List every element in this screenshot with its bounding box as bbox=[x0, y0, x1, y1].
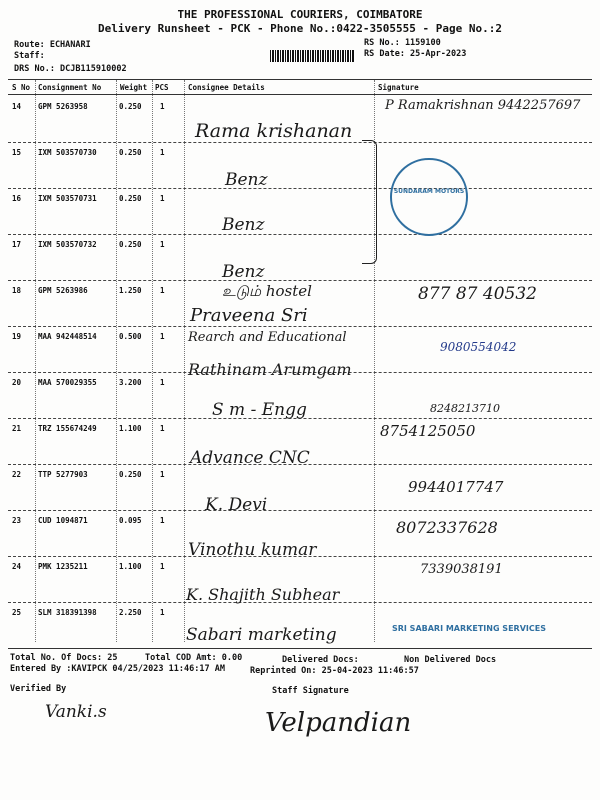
staff-signature: Velpandian bbox=[265, 708, 412, 738]
runsheet-subtitle: Delivery Runsheet - PCK - Phone No.:0422-3505555 - Page No.:2 bbox=[98, 22, 502, 35]
company-title: THE PROFESSIONAL COURIERS, COIMBATORE bbox=[177, 8, 423, 21]
reprinted-on: Reprinted On: 25-04-2023 11:46:57 bbox=[250, 666, 419, 676]
col-signature: Signature bbox=[378, 83, 419, 92]
drs-number: DRS No.: DCJB115910002 bbox=[14, 64, 127, 74]
row-weight: 0.500 bbox=[119, 332, 142, 341]
row-weight: 0.250 bbox=[119, 148, 142, 157]
research-note: Rearch and Educational bbox=[188, 330, 347, 345]
row-consignment: IXM 503570731 bbox=[38, 194, 97, 203]
row-divider bbox=[8, 188, 592, 189]
row-divider bbox=[8, 326, 592, 327]
consignee-hand-20: S m - Engg bbox=[212, 400, 307, 420]
col-weight: Weight bbox=[120, 83, 148, 92]
row-sno: 16 bbox=[12, 194, 22, 203]
row-pcs: 1 bbox=[160, 424, 165, 433]
row-consignment: GPM 5263986 bbox=[38, 286, 88, 295]
col-divider bbox=[184, 80, 185, 642]
row-weight: 0.095 bbox=[119, 516, 142, 525]
rs-date: RS Date: 25-Apr-2023 bbox=[364, 49, 467, 59]
consignee-hand-19: Rathinam Arumgam bbox=[188, 360, 352, 379]
row-weight: 0.250 bbox=[119, 194, 142, 203]
row-sno: 22 bbox=[12, 470, 22, 479]
verified-signature: Vanki.s bbox=[45, 702, 107, 722]
consignee-hand-16: Benz bbox=[222, 215, 265, 235]
header-bottom-rule bbox=[8, 94, 592, 95]
row-consignment: IXM 503570730 bbox=[38, 148, 97, 157]
signature-14: P Ramakrishnan 9442257697 bbox=[385, 98, 581, 113]
consignee-hand-21: Advance CNC bbox=[190, 448, 310, 468]
row-pcs: 1 bbox=[160, 608, 165, 617]
row-weight: 1.250 bbox=[119, 286, 142, 295]
row-consignment: TTP 5277903 bbox=[38, 470, 88, 479]
consignee-hand-24: K. Shajith Subhear bbox=[186, 585, 340, 604]
row-weight: 0.250 bbox=[119, 240, 142, 249]
row-sno: 25 bbox=[12, 608, 22, 617]
row-pcs: 1 bbox=[160, 332, 165, 341]
signature-21: 8754125050 bbox=[380, 422, 476, 440]
row-weight: 3.200 bbox=[119, 378, 142, 387]
signature-18: 877 87 40532 bbox=[418, 284, 537, 304]
row-pcs: 1 bbox=[160, 470, 165, 479]
row-pcs: 1 bbox=[160, 562, 165, 571]
total-docs: Total No. Of Docs: 25 bbox=[10, 653, 118, 663]
staff-label: Staff: bbox=[14, 51, 45, 61]
staff-signature-label: Staff Signature bbox=[272, 686, 349, 696]
row-consignment: MAA 570029355 bbox=[38, 378, 97, 387]
row-pcs: 1 bbox=[160, 240, 165, 249]
sabari-stamp: SRI SABARI MARKETING SERVICES bbox=[392, 624, 546, 633]
row-divider bbox=[8, 234, 592, 235]
consignee-hand-18: Praveena Sri bbox=[190, 305, 308, 326]
row-weight: 1.100 bbox=[119, 424, 142, 433]
header-top-rule bbox=[8, 79, 592, 80]
total-cod: Total COD Amt: 0.00 bbox=[145, 653, 243, 663]
consignee-hand-25: Sabari marketing bbox=[186, 625, 337, 645]
consignee-hand-22: K. Devi bbox=[205, 495, 268, 515]
row-divider bbox=[8, 142, 592, 143]
row-pcs: 1 bbox=[160, 286, 165, 295]
signature-24: 7339038191 bbox=[420, 562, 503, 577]
row-divider bbox=[8, 510, 592, 511]
row-consignment: PMK 1235211 bbox=[38, 562, 88, 571]
row-weight: 0.250 bbox=[119, 102, 142, 111]
consignee-hand-15: Benz bbox=[225, 170, 268, 190]
row-pcs: 1 bbox=[160, 102, 165, 111]
col-divider bbox=[116, 80, 117, 642]
row-consignment: GPM 5263958 bbox=[38, 102, 88, 111]
bracket-mark bbox=[362, 140, 377, 264]
route-label: Route: ECHANARI bbox=[14, 40, 91, 50]
signature-20: 8248213710 bbox=[430, 402, 500, 415]
row-pcs: 1 bbox=[160, 194, 165, 203]
row-sno: 14 bbox=[12, 102, 22, 111]
row-pcs: 1 bbox=[160, 378, 165, 387]
verified-by-label: Verified By bbox=[10, 684, 67, 694]
barcode bbox=[270, 50, 355, 62]
col-consignee: Consignee Details bbox=[188, 83, 265, 92]
sundaram-stamp bbox=[390, 158, 468, 236]
row-weight: 1.100 bbox=[119, 562, 142, 571]
row-sno: 18 bbox=[12, 286, 22, 295]
row-sno: 19 bbox=[12, 332, 22, 341]
row-sno: 15 bbox=[12, 148, 22, 157]
row-consignment: TRZ 155674249 bbox=[38, 424, 97, 433]
row-consignment: CUD 1094871 bbox=[38, 516, 88, 525]
entered-by: Entered By :KAVIPCK 04/25/2023 11:46:17 AM bbox=[10, 664, 225, 674]
row-weight: 0.250 bbox=[119, 470, 142, 479]
row-divider bbox=[8, 280, 592, 281]
row-sno: 21 bbox=[12, 424, 22, 433]
col-divider bbox=[152, 80, 153, 642]
signature-22: 9944017747 bbox=[408, 478, 504, 496]
col-pcs: PCS bbox=[155, 83, 169, 92]
consignee-hand-14: Rama krishanan bbox=[195, 120, 353, 142]
row-sno: 23 bbox=[12, 516, 22, 525]
rs-number: RS No.: 1159100 bbox=[364, 38, 441, 48]
consignee-hand-17: Benz bbox=[222, 262, 265, 282]
hostel-note: உடும் hostel bbox=[222, 282, 312, 300]
row-sno: 20 bbox=[12, 378, 22, 387]
row-sno: 24 bbox=[12, 562, 22, 571]
stamp-text: SUNDARAM MOTORS bbox=[393, 188, 465, 195]
footer-rule bbox=[8, 648, 592, 649]
consignee-hand-23: Vinothu kumar bbox=[188, 540, 317, 560]
signature-19: 9080554042 bbox=[440, 340, 517, 354]
row-weight: 2.250 bbox=[119, 608, 142, 617]
row-consignment: SLM 318391398 bbox=[38, 608, 97, 617]
col-sno: S No bbox=[12, 83, 31, 92]
col-consignment: Consignment No bbox=[38, 83, 102, 92]
row-pcs: 1 bbox=[160, 516, 165, 525]
row-consignment: IXM 503570732 bbox=[38, 240, 97, 249]
signature-23: 8072337628 bbox=[396, 518, 498, 537]
row-sno: 17 bbox=[12, 240, 22, 249]
col-divider bbox=[35, 80, 36, 642]
row-pcs: 1 bbox=[160, 148, 165, 157]
non-delivered-docs: Non Delivered Docs bbox=[404, 655, 497, 665]
row-consignment: MAA 942448514 bbox=[38, 332, 97, 341]
delivered-docs: Delivered Docs: bbox=[282, 655, 359, 665]
